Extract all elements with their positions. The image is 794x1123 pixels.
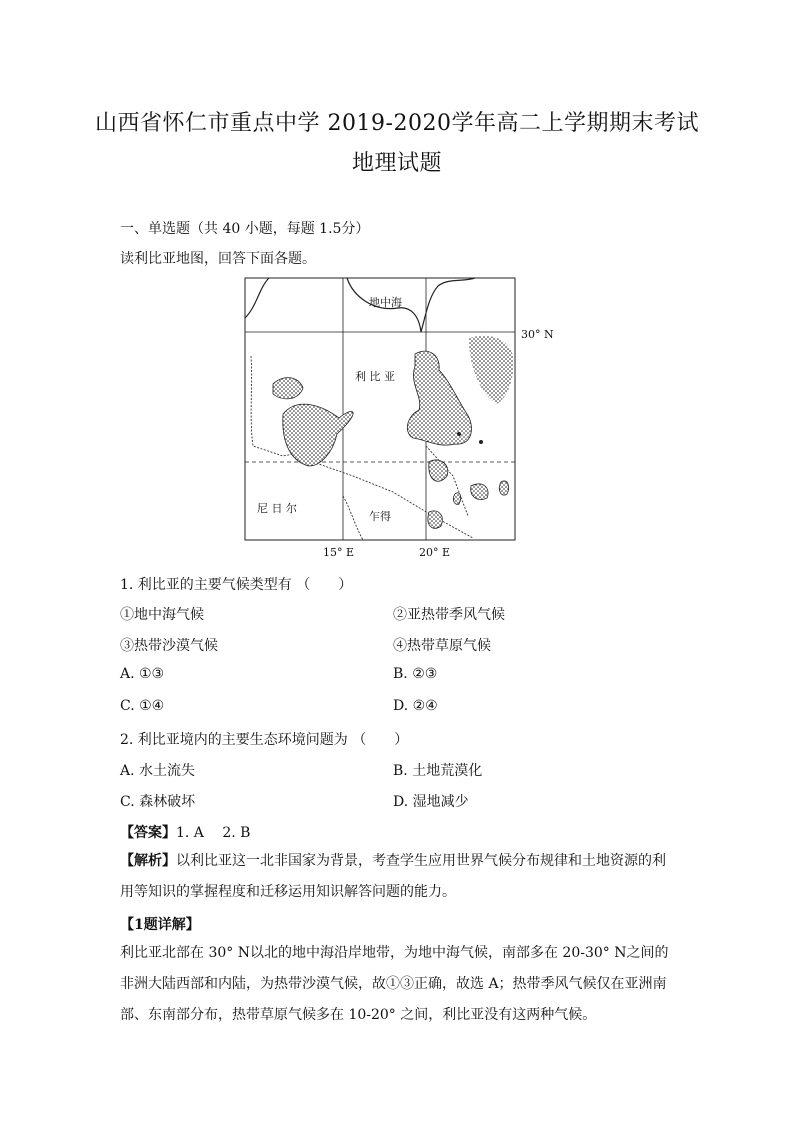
section-heading: 一、单选题（共 40 小题，每题 1.5分） <box>120 221 370 237</box>
map-point-1 <box>457 432 461 436</box>
detail-1-label: 【1题详解】 <box>120 917 200 933</box>
q1-option-b: B. ②③ <box>393 666 438 682</box>
map-frame <box>245 278 515 540</box>
label-15e: 15° E <box>323 546 355 559</box>
desert-south-1 <box>429 460 448 481</box>
instruction: 读利比亚地图，回答下面各题。 <box>120 251 316 267</box>
label-30n: 30° N <box>521 328 554 341</box>
desert-south-4 <box>499 481 508 495</box>
analysis-text: 以利比亚这一北非国家为背景，考查学生应用世界气候分布规律和土地资源的利用等知识的掌握程度和迁移运用知识解答问题的能力。 <box>120 853 666 900</box>
q1-option-a: A. ①③ <box>120 666 165 682</box>
q1-option-d: D. ②④ <box>393 698 438 714</box>
q1-item-1: ①地中海气候 <box>120 607 204 623</box>
q1-item-2: ②亚热带季风气候 <box>393 607 505 623</box>
label-mediterranean: 地中海 <box>369 296 402 309</box>
label-libya: 利 比 亚 <box>355 370 395 383</box>
q2-option-b: B. 土地荒漠化 <box>393 763 483 779</box>
detail-1-text: 利比亚北部在 30° N以北的地中海沿岸地带，为地中海气候，南部多在 20-30° N之间的非洲大陆西部和内陆，为热带沙漠气候，故①③正确，故选 A；热带季风气候仅在亚洲南部、东南部分布，热带草原气候多在 10-20° 之间，利比亚没有这两种气候。 <box>120 945 669 1023</box>
q2-option-c: C. 森林破坏 <box>120 794 196 810</box>
label-niger: 尼 日 尔 <box>257 502 297 515</box>
question-1-stem: 1. 利比亚的主要气候类型有 （ ） <box>120 577 353 593</box>
analysis-label: 【解析】 <box>120 853 176 869</box>
q1-item-3: ③热带沙漠气候 <box>120 638 218 654</box>
q1-item-4: ④热带草原气候 <box>393 638 491 654</box>
q2-option-d: D. 湿地减少 <box>393 794 469 810</box>
desert-south-3 <box>428 511 442 528</box>
map-point-2 <box>479 440 483 444</box>
title-line-1: 山西省怀仁市重点中学 2019-2020学年高二上学期期末考试 <box>95 111 699 136</box>
libya-map <box>243 276 573 561</box>
analysis-paragraph <box>120 846 676 908</box>
answer-text: 1. A 2. B <box>176 825 251 841</box>
q1-option-c: C. ①④ <box>120 698 165 714</box>
desert-south-5 <box>453 493 460 505</box>
question-2-stem: 2. 利比亚境内的主要生态环境问题为 （ ） <box>120 732 409 748</box>
q2-option-a: A. 水土流失 <box>120 763 196 779</box>
title-line-2: 地理试题 <box>351 151 442 176</box>
label-20e: 20° E <box>419 546 451 559</box>
answer-label: 【答案】 <box>120 825 176 841</box>
label-chad: 乍得 <box>369 510 391 523</box>
answer-line <box>120 822 250 842</box>
